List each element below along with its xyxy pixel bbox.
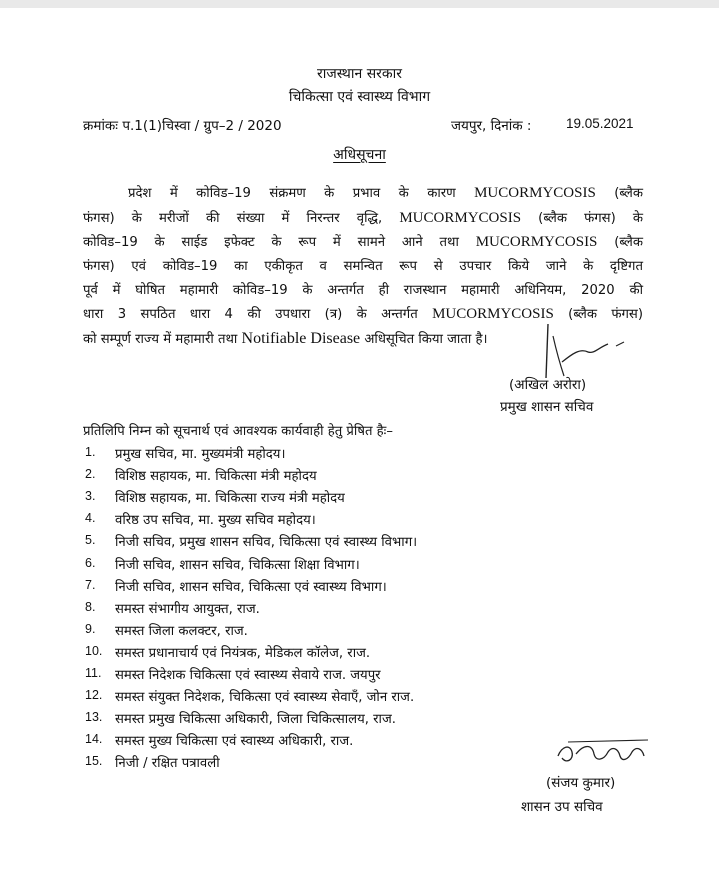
list-item: समस्त जिला कलक्टर, राज. [115, 624, 248, 639]
list-item-number: 10. [85, 644, 103, 658]
list-item: वरिष्ठ उप सचिव, मा. मुख्य सचिव महोदय। [115, 513, 316, 528]
list-item: समस्त प्रधानाचार्य एवं नियंत्रक, मेडिकल कॉलेज, राज. [115, 646, 371, 661]
body-line: को सम्पूर्ण राज्य में महामारी तथा Notifiable Disease अधिसूचित किया जाता है। [83, 330, 488, 347]
list-item: विशिष्ठ सहायक, मा. चिकित्सा राज्य मंत्री महोदय [115, 491, 345, 506]
copy-intro: प्रतिलिपि निम्न को सूचनार्थ एवं आवश्यक कार्यवाही हेतु प्रेषित हैः– [83, 424, 393, 439]
list-item: समस्त निदेशक चिकित्सा एवं स्वास्थ्य सेवाये राज. जयपुर [115, 668, 381, 683]
body-line: फंगस) के मरीजों की संख्या में निरन्तर वृद्धि, MUCORMYCOSIS (ब्लैक फंगस) के [83, 210, 643, 226]
list-item: प्रमुख सचिव, मा. मुख्यमंत्री महोदय। [115, 447, 286, 462]
list-item-number: 8. [85, 600, 96, 614]
reference-number: क्रमांकः प.1(1)चिस्वा / ग्रुप–2 / 2020 [83, 118, 282, 134]
body-line: कोविड–19 के साईड इफेक्ट के रूप में सामने आने तथा MUCORMYCOSIS (ब्लैक [83, 234, 644, 250]
notification-title: अधिसूचना [333, 147, 386, 163]
list-item: समस्त संयुक्त निदेशक, चिकित्सा एवं स्वास्थ्य सेवाएँ, जोन राज. [115, 690, 415, 705]
notification-date: 19.05.2021 [566, 116, 634, 131]
list-item-number: 3. [85, 489, 96, 503]
list-item-number: 2. [85, 467, 96, 481]
signatory-2-name: (संजय कुमार) [546, 775, 616, 791]
list-item-number: 5. [85, 533, 96, 547]
signatory-2-designation: शासन उप सचिव [521, 799, 603, 815]
signatory-1-name: (अखिल अरोरा) [509, 377, 587, 393]
top-margin-strip [0, 0, 719, 8]
list-item: निजी सचिव, शासन सचिव, चिकित्सा शिक्षा विभाग। [115, 558, 360, 573]
list-item-number: 11. [85, 666, 102, 680]
list-item-number: 7. [85, 578, 96, 592]
list-item: विशिष्ठ सहायक, मा. चिकित्सा मंत्री महोदय [115, 469, 317, 484]
list-item: समस्त मुख्य चिकित्सा एवं स्वास्थ्य अधिकारी, राज. [115, 734, 354, 749]
list-item: निजी / रक्षित पत्रावली [115, 756, 220, 771]
list-item-number: 9. [85, 622, 96, 636]
list-item-number: 4. [85, 511, 96, 525]
body-line: धारा 3 सपठित धारा 4 की उपधारा (त्र) के अन्तर्गत MUCORMYCOSIS (ब्लैक फंगस) [83, 306, 643, 322]
signatory-1-designation: प्रमुख शासन सचिव [500, 399, 594, 415]
place-date-label: जयपुर, दिनांक : [451, 118, 532, 134]
list-item-number: 12. [85, 688, 103, 702]
government-heading: राजस्थान सरकार [317, 66, 402, 82]
list-item-number: 15. [85, 754, 103, 768]
list-item: निजी सचिव, प्रमुख शासन सचिव, चिकित्सा एवं स्वास्थ्य विभाग। [115, 535, 418, 550]
list-item: समस्त प्रमुख चिकित्सा अधिकारी, जिला चिकित्सालय, राज. [115, 712, 396, 727]
list-item: समस्त संभागीय आयुक्त, राज. [115, 602, 260, 617]
department-heading: चिकित्सा एवं स्वास्थ्य विभाग [288, 89, 431, 105]
list-item-number: 6. [85, 556, 96, 570]
list-item-number: 1. [85, 445, 96, 459]
body-line: प्रदेश में कोविड–19 संक्रमण के प्रभाव के कारण MUCORMYCOSIS (ब्लैक [128, 185, 643, 201]
list-item-number: 14. [85, 732, 103, 746]
list-item-number: 13. [85, 710, 103, 724]
list-item: निजी सचिव, शासन सचिव, चिकित्सा एवं स्वास्थ्य विभाग। [115, 580, 387, 595]
body-line: पूर्व में घोषित महामारी कोविड–19 के अन्तर्गत ही राजस्थान महामारी अधिनियम, 2020 की [83, 283, 643, 298]
body-line: फंगस) एवं कोविड–19 का एकीकृत व समन्वित रूप से उपचार किये जाने के दृष्टिगत [83, 259, 643, 274]
